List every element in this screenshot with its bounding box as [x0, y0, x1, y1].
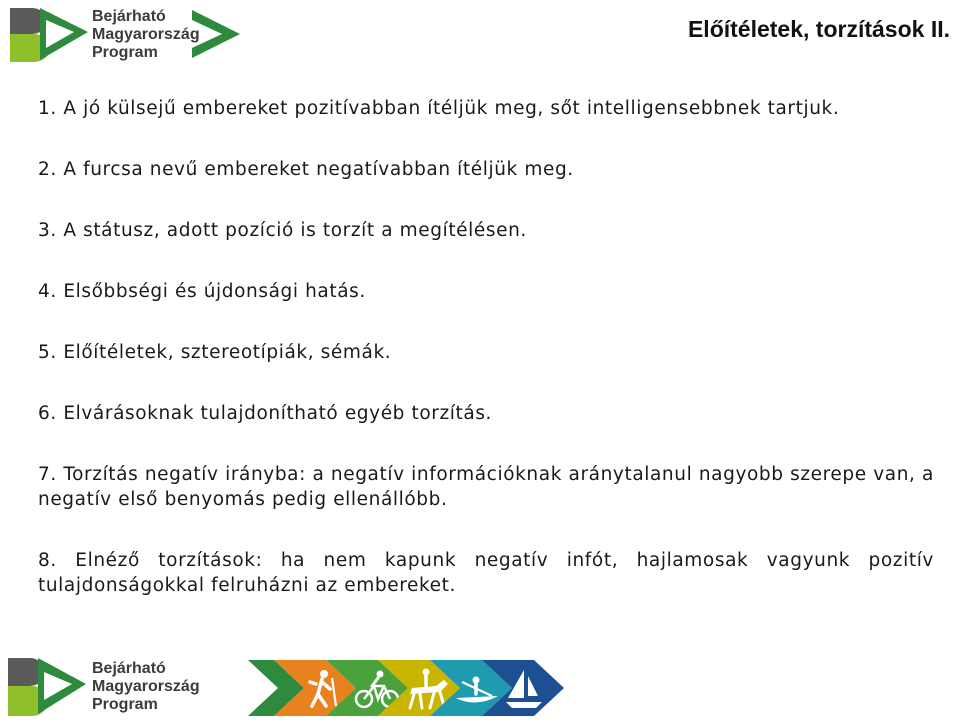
item-number: 7. [38, 464, 57, 485]
list-item [38, 96, 934, 121]
brand-mark-icon [6, 4, 90, 64]
item-text: A jó külsejű embereket pozitívabban ítéljük meg, sőt intelligensebbnek tartjuk. [63, 98, 840, 119]
brand-name-line2: Magyarország [92, 678, 200, 695]
brand-name-line1: Bejárható [92, 660, 166, 677]
brand-name-line3: Program [92, 44, 158, 61]
item-number: 6. [38, 403, 57, 424]
brand-chevron-icon [186, 4, 246, 64]
list-item [38, 401, 934, 426]
item-number: 5. [38, 342, 57, 363]
item-text: Előítéletek, sztereotípiák, sémák. [63, 342, 392, 363]
item-number: 2. [38, 159, 57, 180]
brand-name-line1: Bejárható [92, 8, 166, 25]
item-text: Elsőbbségi és újdonsági hatás. [63, 281, 366, 302]
list-item [38, 340, 934, 365]
brand-logo-bottom [4, 654, 244, 718]
item-text: A furcsa nevű embereket negatívabban ítéljük meg. [63, 159, 574, 180]
item-number: 1. [38, 98, 57, 119]
brand-name-line3: Program [92, 696, 158, 713]
brand-name-line2: Magyarország [92, 26, 200, 43]
item-text: A státusz, adott pozíció is torzít a megítélésen. [63, 220, 527, 241]
item-text: Torzítás negatív irányba: a negatív információknak aránytalanul nagyobb szerepe van, a negatív első benyomás pedig ellenállóbb. [38, 464, 934, 510]
activity-strip [244, 656, 588, 720]
item-number: 3. [38, 220, 57, 241]
item-text: Elnéző torzítások: ha nem kapunk negatív infót, hajlamosak vagyunk pozitív tulajdonságokkal felruházni az embereket. [38, 550, 934, 596]
list-item [38, 218, 934, 243]
brand-logo-top [6, 4, 246, 64]
item-number: 4. [38, 281, 57, 302]
brand-mark-icon [4, 654, 88, 718]
list-item [38, 157, 934, 182]
list-item [38, 548, 934, 598]
slide-title: Előítéletek, torzítások II. [687, 16, 950, 42]
item-text: Elvárásoknak tulajdonítható egyéb torzítás. [63, 403, 493, 424]
item-number: 8. [38, 550, 57, 571]
list-item [38, 462, 934, 512]
list-item [38, 279, 934, 304]
content-list [38, 96, 934, 598]
